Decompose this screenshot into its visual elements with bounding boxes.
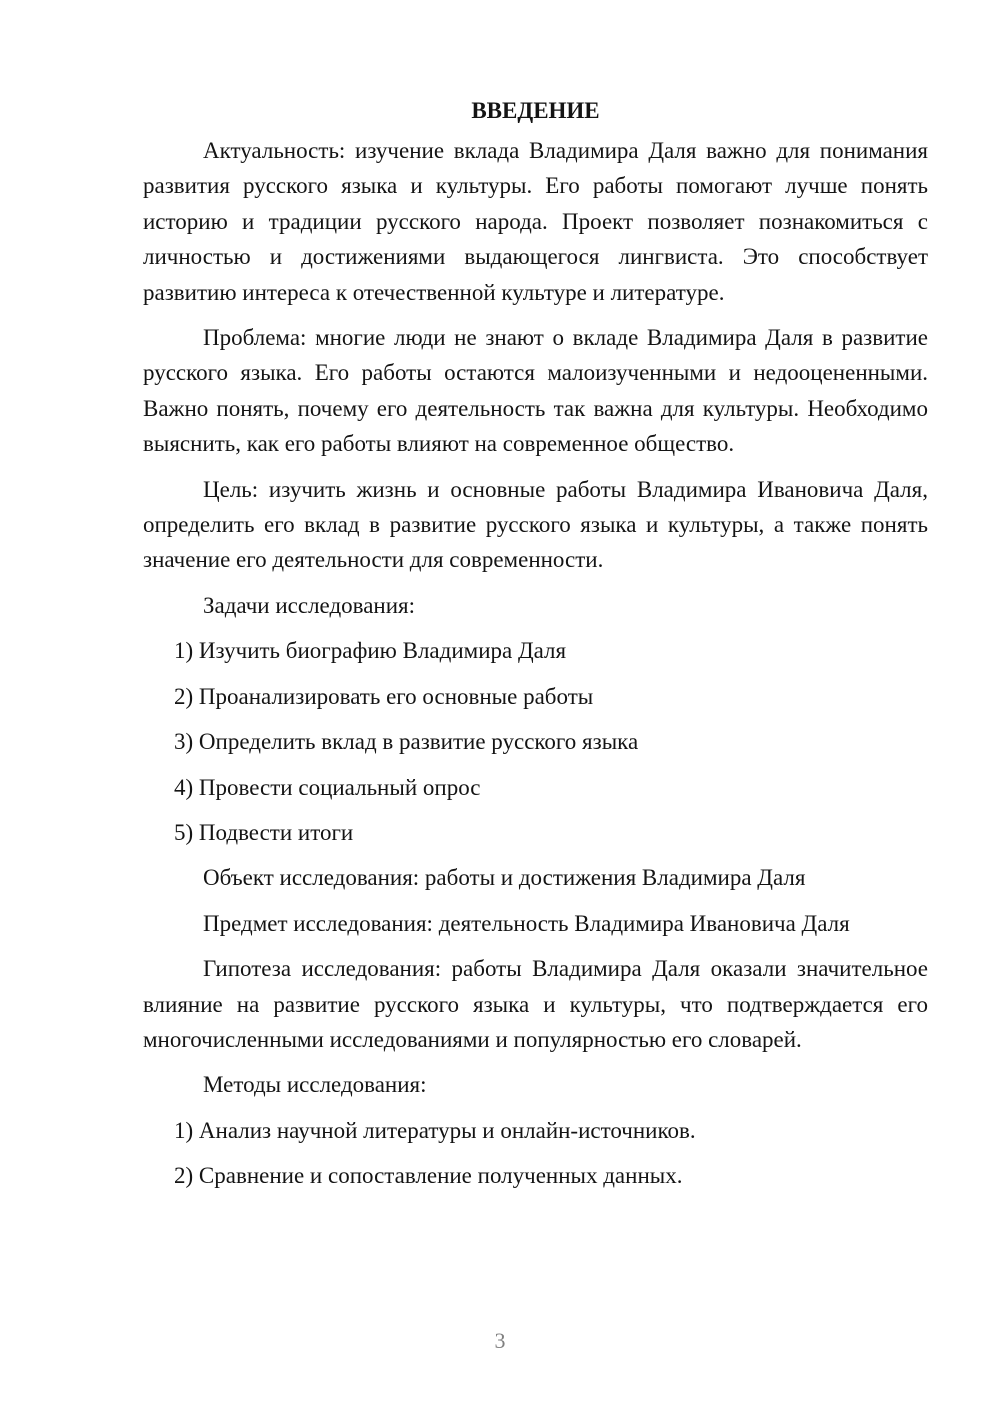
- method-text: Анализ научной литературы и онлайн-источников.: [198, 1117, 696, 1143]
- relevance-paragraph: Актуальность: изучение вклада Владимира Даля важно для понимания развития русского языка и культуры. Его работы помогают лучше понять историю и традиции русского народа. Проект позволяет познакомиться с личностью и достижениями выдающегося лингвиста. Это способствует развитию интереса к отечественной культуре и литературе.: [143, 138, 928, 305]
- task-item: [143, 633, 928, 668]
- tasks-heading: Задачи исследования:: [203, 592, 416, 618]
- page-number: 3: [494, 1328, 506, 1353]
- task-item: [143, 815, 928, 850]
- task-item: [143, 724, 928, 759]
- hypothesis-paragraph: Гипотеза исследования: работы Владимира Даля оказали значительное влияние на развитие русского языка и культуры, что подтверждается его многочисленными исследованиями и популярностью его словарей.: [143, 956, 928, 1052]
- task-number: 4): [174, 774, 194, 800]
- document-page: [143, 93, 928, 1204]
- task-number: 2): [174, 683, 194, 709]
- task-text: Определить вклад в развитие русского языка: [198, 729, 639, 755]
- methods-heading: Методы исследования:: [203, 1072, 427, 1098]
- task-text: Подвести итоги: [198, 819, 354, 845]
- object-line: Объект исследования: работы и достижения Владимира Даля: [203, 865, 806, 891]
- section-title: ВВЕДЕНИЕ: [471, 98, 600, 123]
- task-text: Изучить биографию Владимира Даля: [198, 638, 567, 664]
- method-number: 1): [174, 1117, 194, 1143]
- method-item: [143, 1113, 928, 1148]
- task-text: Проанализировать его основные работы: [198, 683, 594, 709]
- goal-paragraph: Цель: изучить жизнь и основные работы Владимира Ивановича Даля, определить его вклад в развитие русского языка и культуры, а также понять значение его деятельности для современности.: [143, 476, 928, 573]
- task-number: 5): [174, 819, 194, 845]
- task-number: 3): [174, 729, 194, 755]
- task-item: [143, 770, 928, 805]
- problem-paragraph: Проблема: многие люди не знают о вкладе Владимира Даля в развитие русского языка. Его работы остаются малоизученными и недооцененными. Важно понять, почему его деятельность так важна для культуры. Необходимо выяснить, как его работы влияют на современное общество.: [143, 325, 928, 457]
- method-number: 2): [174, 1163, 194, 1189]
- task-item: [143, 679, 928, 714]
- subject-line: Предмет исследования: деятельность Владимира Ивановича Даля: [203, 910, 850, 936]
- method-item: [143, 1158, 928, 1193]
- method-text: Сравнение и сопоставление полученных данных.: [198, 1163, 683, 1189]
- task-number: 1): [174, 638, 194, 664]
- task-text: Провести социальный опрос: [198, 774, 481, 800]
